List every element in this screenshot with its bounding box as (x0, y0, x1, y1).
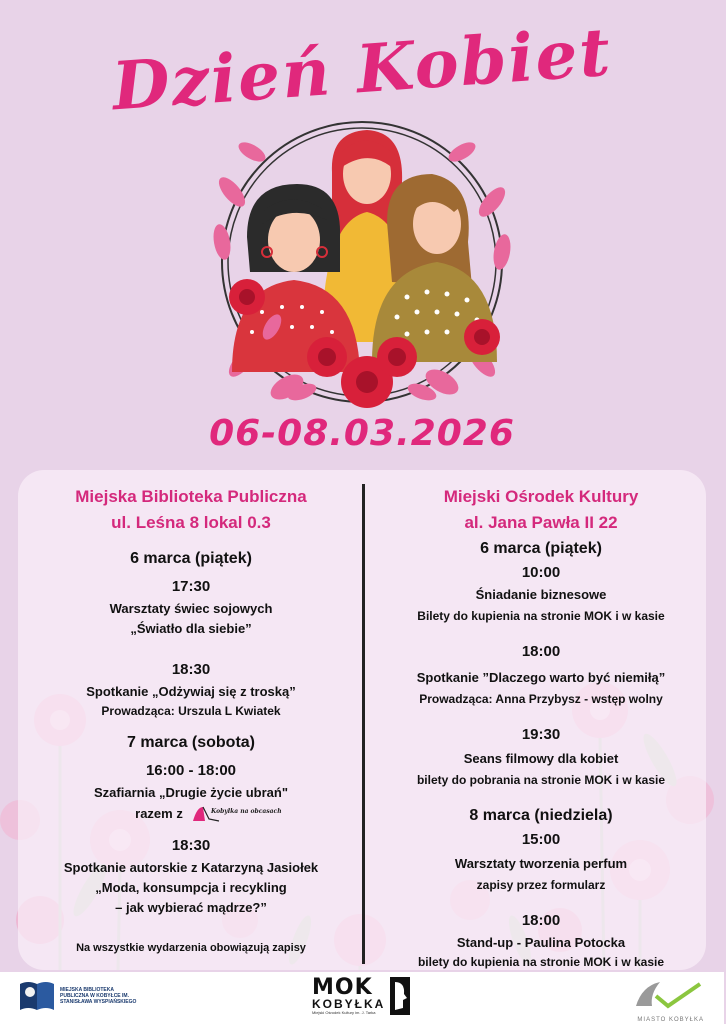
mok-event-2-host: Prowadząca: Anna Przybysz - wstęp wolny (419, 692, 663, 706)
mok-event-2-time: 18:00 (521, 643, 561, 660)
library-logo-text: MIEJSKA BIBLIOTEKA PUBLICZNA W KOBYŁCE IM. STANISŁAWA WYSPIAŃSKIEGO (60, 987, 137, 1005)
library-program (22, 484, 360, 954)
library-venue-name: Miejska Biblioteka Publiczna (75, 487, 307, 506)
mok-event-5-time: 18:00 (521, 912, 561, 929)
green-check-wing-icon (632, 978, 704, 1012)
poster-title: Dzień Kobiet (109, 12, 615, 126)
library-venue-address: ul. Leśna 8 lokal 0.3 (111, 513, 271, 532)
library-event-2-host: Prowadząca: Urszula L Kwiatek (101, 704, 281, 718)
three-women-illustration (192, 112, 532, 422)
mok-event-1-title: Śniadanie biznesowe (475, 587, 607, 602)
high-heel-shoe-icon (189, 803, 282, 825)
mok-day-1: 6 marca (piątek) (480, 540, 602, 557)
mok-logo-text: MOK (312, 974, 373, 1000)
library-event-4-title: Spotkanie autorskie z Katarzyną Jasiołek (63, 860, 319, 875)
library-event-2-title: Spotkanie „Odżywiaj się z troską” (86, 684, 296, 699)
kobylka-na-obcasach-logo-text: Kobyłka na obcasach (210, 808, 282, 815)
mok-venue-name: Miejski Ośrodek Kultury (443, 487, 639, 506)
registration-note: Na wszystkie wydarzenia obowiązują zapisy (76, 942, 306, 954)
library-day-1: 6 marca (piątek) (130, 550, 252, 567)
footer-logos (0, 972, 724, 1024)
open-book-icon (18, 978, 56, 1014)
mok-event-2-title: Spotkanie ”Dlaczego warto być niemiłą” (416, 670, 666, 685)
library-event-1-time: 17:30 (171, 578, 211, 595)
library-event-2-time: 18:30 (171, 661, 211, 678)
library-event-4-time: 18:30 (171, 837, 211, 854)
event-dates: 06-08.03.2026 (209, 413, 515, 454)
mok-logo-small-text: Miejski Ośrodek Kultury im. J. Tarka (312, 1009, 376, 1015)
mok-event-1-time: 10:00 (521, 564, 561, 581)
library-event-3-partner (22, 803, 360, 825)
library-event-4-subtitle-2: – jak wybierać mądrze?” (115, 900, 267, 915)
library-event-1-title: Warsztaty świec sojowych (109, 601, 273, 616)
library-logo (18, 978, 140, 1014)
city-logo-text: MIASTO KOBYŁKA (637, 1017, 704, 1023)
mok-venue-address: al. Jana Pawła II 22 (464, 513, 618, 532)
mok-day-2: 8 marca (niedziela) (469, 807, 613, 824)
mok-event-3-tickets: bilety do pobrania na stronie MOK i w kasie (416, 773, 666, 787)
library-day-2: 7 marca (sobota) (126, 734, 256, 751)
mok-event-1-tickets: Bilety do kupienia na stronie MOK i w kasie (417, 609, 665, 623)
library-event-3-partner-label: razem z (135, 806, 183, 821)
mok-logo-subtext: KOBYŁKA (312, 996, 386, 1011)
mok-event-4-time: 15:00 (521, 831, 561, 848)
culture-center-program (368, 484, 714, 971)
mok-event-5-title: Stand-up - Paulina Potocka (456, 935, 626, 950)
library-event-4-subtitle-1: „Moda, konsumpcja i recykling (95, 880, 287, 895)
mok-logo (312, 976, 411, 1016)
mok-event-4-registration: zapisy przez formularz (476, 878, 606, 892)
mok-event-4-title: Warsztaty tworzenia perfum (454, 856, 628, 871)
library-event-1-subtitle: „Światło dla siebie” (130, 621, 252, 636)
mok-event-3-time: 19:30 (521, 726, 561, 743)
column-divider (362, 484, 365, 964)
mok-event-5-tickets: bilety do kupienia na stronie MOK i w kasie (417, 955, 665, 969)
library-event-3-title: Szafiarnia „Drugie życie ubrań" (94, 785, 288, 800)
mok-event-3-title: Seans filmowy dla kobiet (463, 751, 619, 766)
library-event-3-time: 16:00 - 18:00 (145, 762, 237, 779)
profile-head-icon (389, 976, 411, 1016)
city-logo (632, 978, 704, 1023)
